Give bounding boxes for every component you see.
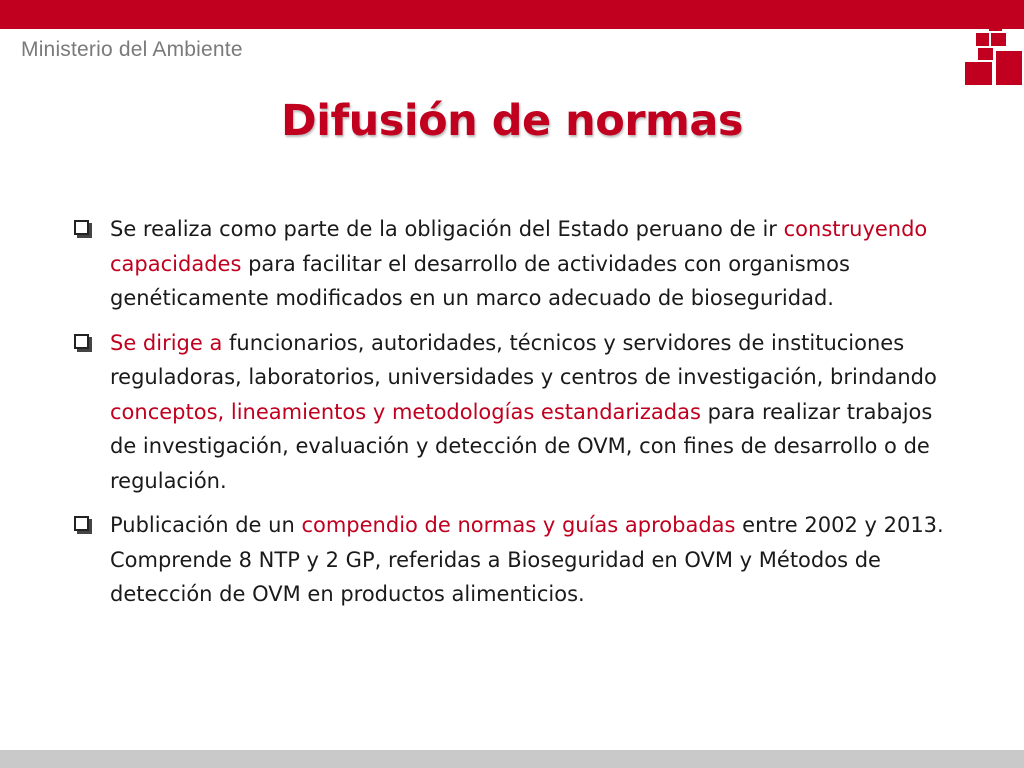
ministry-logo-icon — [962, 18, 1024, 88]
bullet-2-text-2: para realizar trabajos de investigación, evaluación y detección de OVM, con fines de desarrollo o de regulación. — [110, 399, 933, 493]
top-red-bar — [0, 0, 1024, 29]
slide-title: Difusión de normas — [281, 96, 743, 146]
bullet-3-highlight: compendio de normas y guías aprobadas — [301, 513, 736, 537]
bullet-2-highlight-1: Se dirige a — [110, 330, 223, 355]
bullet-3-text-2: entre 2002 y 2013. Comprende 8 NTP y 2 GP, referidas a Bioseguridad en OVM y Métodos de detección de OVM en productos alimenticios. — [110, 513, 944, 606]
bottom-gray-bar — [0, 750, 1024, 768]
bullet-list — [74, 212, 954, 622]
ministry-label: Ministerio del Ambiente — [21, 38, 243, 61]
bullet-2-text-1: funcionarios, autoridades, técnicos y servidores de instituciones reguladoras, laboratorios, universidades y centros de investigación, brindando — [110, 330, 937, 389]
bullet-item-3 — [74, 508, 954, 612]
bullet-1-text-1: Se realiza como parte de la obligación del Estado peruano de ir — [110, 217, 784, 241]
checkbox-icon — [74, 220, 89, 235]
checkbox-icon — [74, 334, 89, 349]
bullet-2-highlight-2: conceptos, lineamientos y metodologías estandarizadas — [110, 399, 701, 424]
bullet-3-text-1: Publicación de un — [110, 513, 302, 537]
checkbox-icon — [74, 516, 89, 531]
bullet-item-1 — [74, 212, 954, 316]
bullet-1-highlight: construyendo capacidades — [110, 217, 928, 276]
bullet-item-2 — [74, 326, 954, 499]
bullet-1-text-2: para facilitar el desarrollo de actividades con organismos genéticamente modificados en un marco adecuado de bioseguridad. — [110, 251, 850, 310]
